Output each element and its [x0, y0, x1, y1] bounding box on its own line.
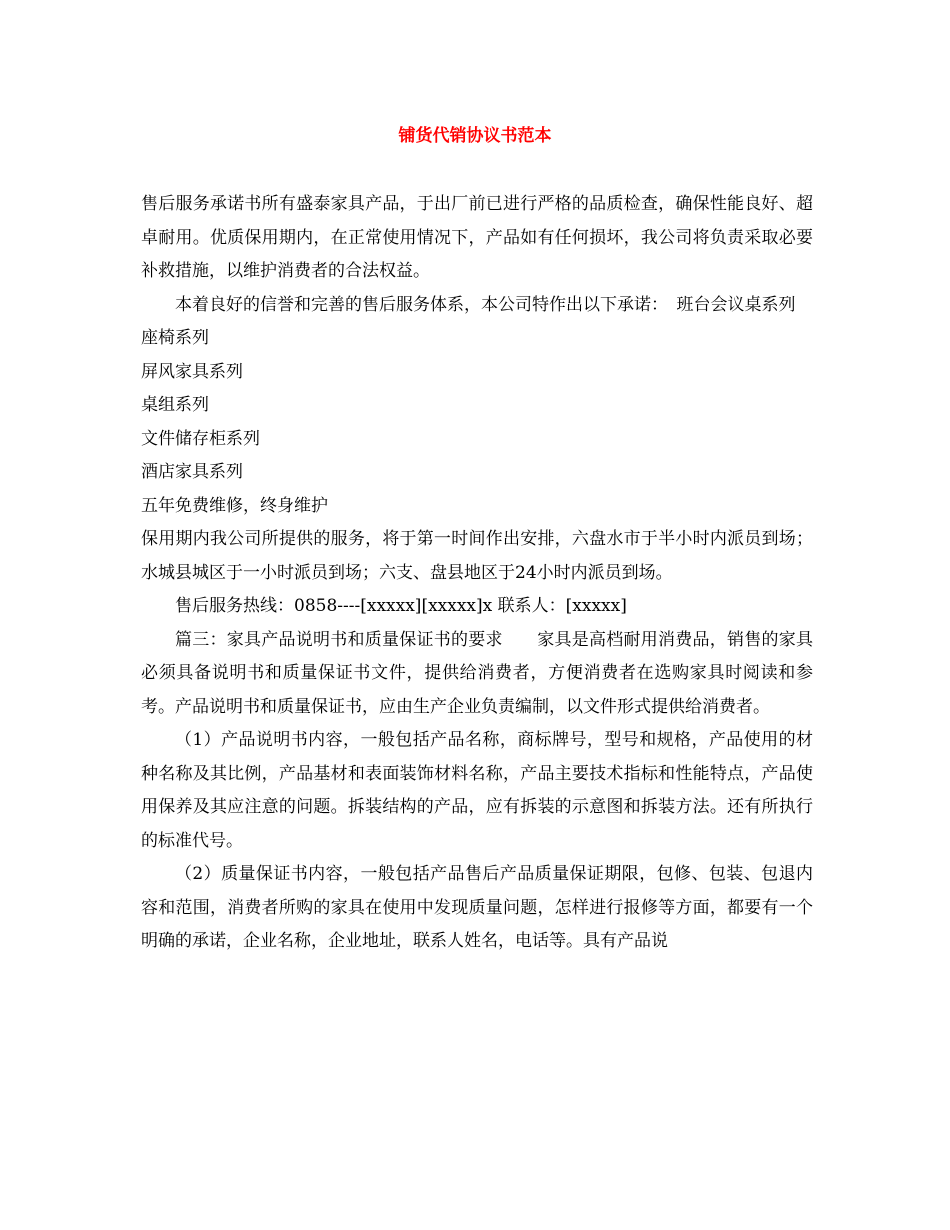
- paragraph-commitment: 本着良好的信誉和完善的售后服务体系，本公司特作出以下承诺： 班台会议桌系列: [175, 294, 796, 315]
- list-item-desk-sets: 桌组系列: [141, 395, 209, 415]
- paragraph-intro: 售后服务承诺书所有盛泰家具产品，于出厂前已进行严格的品质检查，确保性能良好、超卓耐用。优质保用期内，在正常使用情况下，产品如有任何损坏，我公司将负责采取必要补救措施，以维护消费者的合法权益。: [141, 194, 813, 281]
- list-item-chairs: 座椅系列: [141, 328, 209, 348]
- paragraph-guarantee-contents: （2）质量保证书内容，一般包括产品售后产品质量保证期限，包修、包装、包退内容和范围，消费者所购的家具在使用中发现质量问题，怎样进行报修等方面，都要有一个明确的承诺，企业名称，企业地址，联系人姓名，电话等。具有产品说: [141, 864, 813, 951]
- paragraph-section-three: 篇三：家具产品说明书和质量保证书的要求 家具是高档耐用消费品，销售的家具必须具备说明书和质量保证书文件，提供给消费者，方便消费者在选购家具时阅读和参考。产品说明书和质量保证书，应由生产企业负责编制，以文件形式提供给消费者。: [141, 629, 813, 717]
- paragraph-service: 保用期内我公司所提供的服务，将于第一时间作出安排，六盘水市于半小时内派员到场；水城县城区于一小时派员到场；六支、盘县地区于24小时内派员到场。: [141, 529, 813, 583]
- document-body: [141, 188, 813, 959]
- list-item-warranty: 五年免费维修，终身维护: [141, 495, 328, 516]
- list-item-hotel: 酒店家具系列: [141, 462, 243, 482]
- list-item-cabinets: 文件储存柜系列: [141, 428, 260, 449]
- paragraph-hotline: 售后服务热线：0858----[xxxxx][xxxxx]x 联系人：[xxxxx]: [175, 596, 627, 616]
- paragraph-manual-contents: （1）产品说明书内容，一般包括产品名称，商标牌号，型号和规格，产品使用的材种名称及其比例，产品基材和表面装饰材料名称，产品主要技术指标和性能特点，产品使用保养及其应注意的问题。拆装结构的产品，应有拆装的示意图和拆装方法。还有所执行的标准代号。: [141, 730, 813, 851]
- document-title: 铺货代销协议书范本: [398, 126, 552, 146]
- list-item-screens: 屏风家具系列: [141, 361, 243, 382]
